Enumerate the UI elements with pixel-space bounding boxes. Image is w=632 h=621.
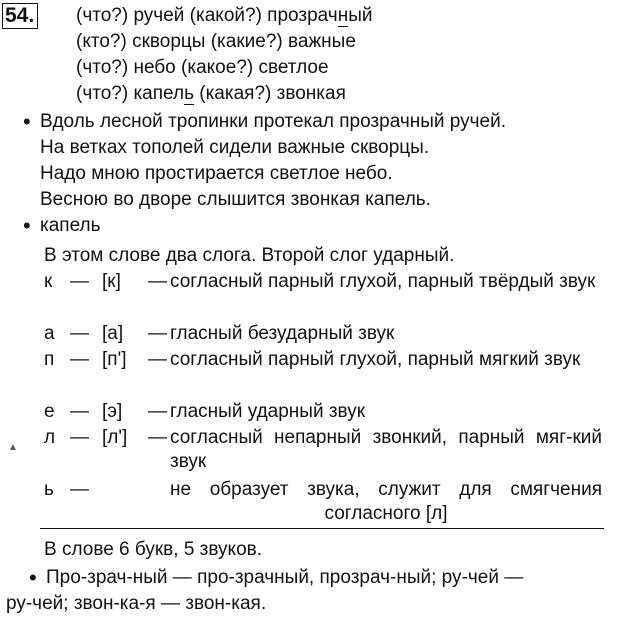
sound: [к] <box>102 271 121 292</box>
dash: — <box>70 427 89 448</box>
sentence: Надо мною простирается светлое небо. <box>40 163 393 184</box>
underlined-letter: н <box>337 5 349 26</box>
sound-description: гласный ударный звук <box>170 401 366 422</box>
sound: [а] <box>102 323 124 344</box>
analysis-word: • капель <box>40 214 101 238</box>
letter: а <box>44 323 55 344</box>
syllables-note: В этом слове два слога. Второй слог ударный. <box>44 245 455 266</box>
underlined-letter: ь <box>184 83 194 104</box>
pair-text: (какая?) звонкая <box>193 83 346 104</box>
hyphenation-line: • Про-зрач-ный — про-зрачный, прозрач-ный; ру-чей — <box>46 566 523 590</box>
letter: ь <box>44 479 54 500</box>
summary: В слове 6 букв, 5 звуков. <box>44 539 263 560</box>
dash: — <box>70 401 89 422</box>
sentence: • Вдоль лесной тропинки протекал прозрачный ручей. <box>40 110 506 134</box>
pair-line <box>76 82 346 106</box>
dash: — <box>148 323 167 344</box>
hyphenation-line: ру-чей; звон-ка-я — звон-кая. <box>6 593 267 614</box>
sound-description: не образует звука, служит для смягчения согласного [л] <box>170 479 602 524</box>
dash: — <box>70 323 89 344</box>
letter: л <box>44 427 56 448</box>
divider-line <box>40 528 604 529</box>
pair-text: (что?) небо (какое?) светлое <box>76 57 329 78</box>
phonetic-row <box>0 270 632 318</box>
phonetic-row <box>0 348 632 396</box>
dash: — <box>148 271 167 292</box>
pair-line <box>76 4 373 28</box>
pair-text: ый <box>348 5 373 26</box>
dash: — <box>70 271 89 292</box>
dash: — <box>148 427 167 448</box>
sentence: Весною во дворе слышится звонкая капель. <box>40 189 431 210</box>
letter: п <box>44 349 55 370</box>
exercise-number: 54. <box>2 3 38 29</box>
letter: к <box>44 271 53 292</box>
sound: [э] <box>102 401 123 422</box>
letter: е <box>44 401 55 422</box>
margin-mark: ▲ <box>8 442 18 453</box>
dash: — <box>148 349 167 370</box>
pair-line <box>76 56 329 80</box>
phonetic-row <box>0 426 632 474</box>
sentence: На ветках тополей сидели важные скворцы. <box>40 137 430 158</box>
sound-description: согласный непарный звонкий, парный мяг-кий звук <box>170 427 602 472</box>
sound-description: гласный безударный звук <box>170 323 395 344</box>
pair-text: (кто?) скворцы (какие?) важные <box>76 31 356 52</box>
dash: — <box>148 401 167 422</box>
sound: [п'] <box>102 349 127 370</box>
dash: — <box>70 479 89 500</box>
sound-description: согласный парный глухой, парный твёрдый звук <box>170 271 596 292</box>
sound: [л'] <box>102 427 128 448</box>
sound-description: согласный парный глухой, парный мягкий звук <box>170 349 581 370</box>
pair-line <box>76 30 356 54</box>
pair-text: (что?) капел <box>76 83 185 104</box>
pair-text: (что?) ручей (какой?) прозрач <box>76 5 338 26</box>
dash: — <box>70 349 89 370</box>
phonetic-row <box>0 478 632 526</box>
